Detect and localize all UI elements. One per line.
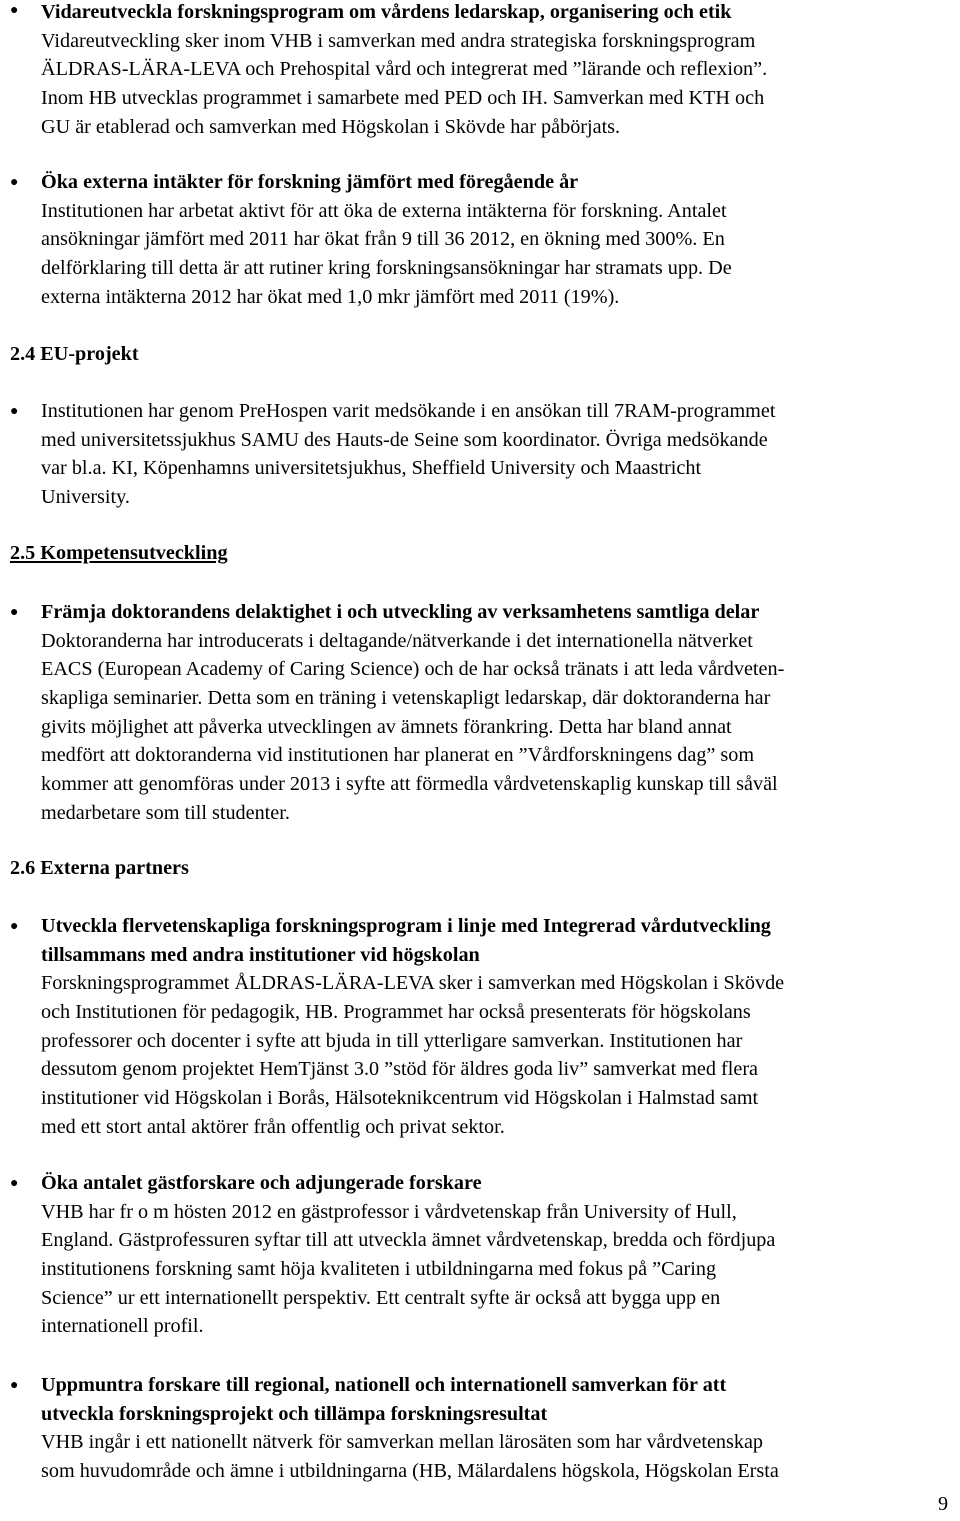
- text-line: Vidareutveckling sker inom VHB i samverkan med andra strategiska forskningsprogram: [41, 29, 756, 52]
- text-line: EACS (European Academy of Caring Science) och de har också tränats i att leda vårdveten-: [41, 658, 785, 681]
- bullet-icon: ●: [10, 175, 19, 190]
- text-line: ÄLDRAS-LÄRA-LEVA och Prehospital vård och integrerat med ”lärande och reflexion”.: [41, 58, 768, 81]
- text-line: ansökningar jämfört med 2011 har ökat från 9 till 36 2012, en ökning med 300%. En: [41, 228, 725, 251]
- bullet-icon: ●: [10, 1176, 19, 1191]
- text-line: Inom HB utvecklas programmet i samarbete med PED och IH. Samverkan med KTH och: [41, 87, 765, 110]
- section-heading-eu-projekt: 2.4 EU-projekt: [10, 343, 139, 365]
- text-line: dessutom genom projektet HemTjänst 3.0 ”stöd för äldres goda liv” samverkat med flera: [41, 1058, 759, 1081]
- text-line: institutioner vid Högskolan i Borås, Hälsoteknikcentrum vid Högskolan i Halmstad samt: [41, 1087, 759, 1110]
- text-line: Forskningsprogrammet ÅLDRAS-LÄRA-LEVA sker i samverkan med Högskolan i Skövde: [41, 972, 785, 995]
- bullet-title: Uppmuntra forskare till regional, nationell och internationell samverkan för att: [41, 1374, 727, 1396]
- text-line: som huvudområde och ämne i utbildningarna (HB, Mälardalens högskola, Högskolan Ersta: [41, 1460, 779, 1483]
- text-line: internationell profil.: [41, 1315, 204, 1338]
- text-line: externa intäkterna 2012 har ökat med 1,0 mkr jämfört med 2011 (19%).: [41, 285, 620, 308]
- bullet-title: tillsammans med andra institutioner vid högskolan: [41, 943, 480, 966]
- bullet-icon: ●: [10, 605, 19, 620]
- text-line: VHB ingår i ett nationellt nätverk för samverkan mellan lärosäten som har vårdvetenskap: [41, 1431, 764, 1454]
- text-line: Science” ur ett internationellt perspektiv. Ett centralt syfte är också att bygga upp en: [41, 1286, 721, 1309]
- text-line: professorer och docenter i syfte att bjuda in till ytterligare samverkan. Institutionen har: [41, 1029, 743, 1052]
- text-line: University.: [41, 486, 130, 509]
- text-line: VHB har fr o m hösten 2012 en gästprofessor i vårdvetenskap från University of Hull,: [41, 1200, 737, 1223]
- text-line: England. Gästprofessuren syftar till att utveckla ämnet vårdvetenskap, bredda och fördjupa: [41, 1229, 776, 1252]
- text-line: GU är etablerad och samverkan med Högskolan i Skövde har påbörjats.: [41, 115, 621, 138]
- bullet-title: Utveckla flervetenskapliga forskningsprogram i linje med Integrerad vårdutveckling: [41, 915, 771, 937]
- text-line: kommer att genomföras under 2013 i syfte att förmedla vårdvetenskaplig kunskap till såväl: [41, 773, 778, 796]
- page-number: 9: [938, 1493, 949, 1515]
- bullet-icon: ●: [10, 404, 19, 419]
- text-line: skapliga seminarier. Detta som en träning i vetenskapligt ledarskap, där doktoranderna har: [41, 687, 771, 710]
- text-line: medfört att doktoranderna vid institutionen har planerat en ”Vårdforskningens dag” som: [41, 744, 755, 767]
- text-line: med universitetssjukhus SAMU des Hauts-de Seine som koordinator. Övriga medsökande: [41, 428, 768, 451]
- bullet-title: Öka antalet gästforskare och adjungerade forskare: [41, 1172, 482, 1194]
- bullet-icon: ●: [10, 919, 19, 934]
- bullet-title: Öka externa intäkter för forskning jämfört med föregående år: [41, 171, 579, 193]
- bullet-title: Vidareutveckla forskningsprogram om vårdens ledarskap, organisering och etik: [41, 1, 732, 23]
- bullet-icon: ●: [10, 3, 19, 18]
- text-line: givits möjlighet att påverka utvecklingen av ämnets förankring. Detta har bland annat: [41, 715, 732, 738]
- bullet-title: Främja doktorandens delaktighet i och utveckling av verksamhetens samtliga delar: [41, 601, 760, 623]
- section-heading-externa-partners: 2.6 Externa partners: [10, 857, 189, 879]
- text-line: institutionens forskning samt höja kvaliteten i utbildningarna med fokus på ”Caring: [41, 1258, 717, 1281]
- text-line: med ett stort antal aktörer från offentlig och privat sektor.: [41, 1115, 505, 1138]
- bullet-title: utveckla forskningsprojekt och tillämpa forskningsresultat: [41, 1402, 548, 1425]
- text-line: Institutionen har arbetat aktivt för att öka de externa intäkterna för forskning. Antalet: [41, 199, 727, 222]
- section-heading-text: 2.5 Kompetensutveckling: [10, 542, 228, 564]
- text-line: och Institutionen för pedagogik, HB. Programmet har också presenterats för högskolans: [41, 1001, 751, 1024]
- bullet-icon: ●: [10, 1378, 19, 1393]
- text-line: medarbetare som till studenter.: [41, 801, 290, 824]
- text-line: Doktoranderna har introducerats i deltagande/nätverkande i det internationella nätverket: [41, 629, 753, 652]
- text-line: delförklaring till detta är att rutiner kring forskningsansökningar har stramats upp. De: [41, 257, 732, 280]
- text-line: Institutionen har genom PreHospen varit medsökande i en ansökan till 7RAM-programmet: [41, 400, 776, 422]
- section-heading-kompetensutveckling: [10, 539, 228, 568]
- text-line: var bl.a. KI, Köpenhamns universitetsjukhus, Sheffield University och Maastricht: [41, 457, 702, 480]
